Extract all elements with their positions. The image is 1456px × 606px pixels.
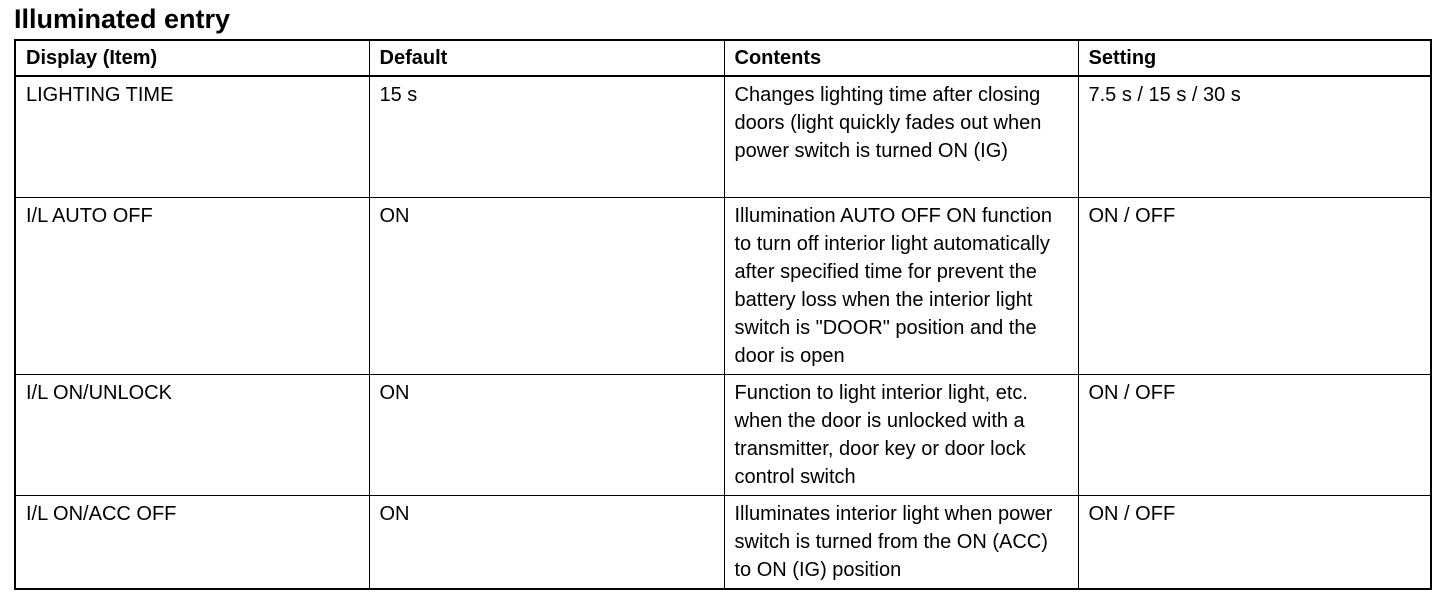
table-row — [15, 76, 1431, 198]
cell-setting: ON / OFF — [1078, 375, 1431, 496]
column-header-display-item: Display (Item) — [15, 40, 369, 76]
column-header-setting: Setting — [1078, 40, 1431, 76]
cell-contents: Changes lighting time after closing doors (light quickly fades out when power switch is turned ON (IG) — [724, 76, 1078, 198]
cell-contents: Illuminates interior light when power switch is turned from the ON (ACC) to ON (IG) position — [724, 496, 1078, 590]
cell-default: ON — [369, 375, 724, 496]
table-row — [15, 496, 1431, 590]
cell-default: ON — [369, 198, 724, 375]
cell-item: I/L AUTO OFF — [15, 198, 369, 375]
table-row — [15, 375, 1431, 496]
page-title: Illuminated entry — [14, 4, 231, 34]
settings-table — [14, 39, 1432, 590]
cell-contents: Function to light interior light, etc. when the door is unlocked with a transmitter, door key or door lock control switch — [724, 375, 1078, 496]
column-header-default: Default — [369, 40, 724, 76]
cell-setting: 7.5 s / 15 s / 30 s — [1078, 76, 1431, 198]
column-header-contents: Contents — [724, 40, 1078, 76]
cell-item: I/L ON/UNLOCK — [15, 375, 369, 496]
cell-default: 15 s — [369, 76, 724, 198]
cell-setting: ON / OFF — [1078, 198, 1431, 375]
cell-setting: ON / OFF — [1078, 496, 1431, 590]
cell-contents: Illumination AUTO OFF ON function to turn off interior light automatically after specified time for prevent the battery loss when the interior light switch is "DOOR" position and the door is open — [724, 198, 1078, 375]
cell-item: I/L ON/ACC OFF — [15, 496, 369, 590]
cell-item: LIGHTING TIME — [15, 76, 369, 198]
table-row — [15, 198, 1431, 375]
cell-default: ON — [369, 496, 724, 590]
table-header-row — [15, 40, 1431, 76]
